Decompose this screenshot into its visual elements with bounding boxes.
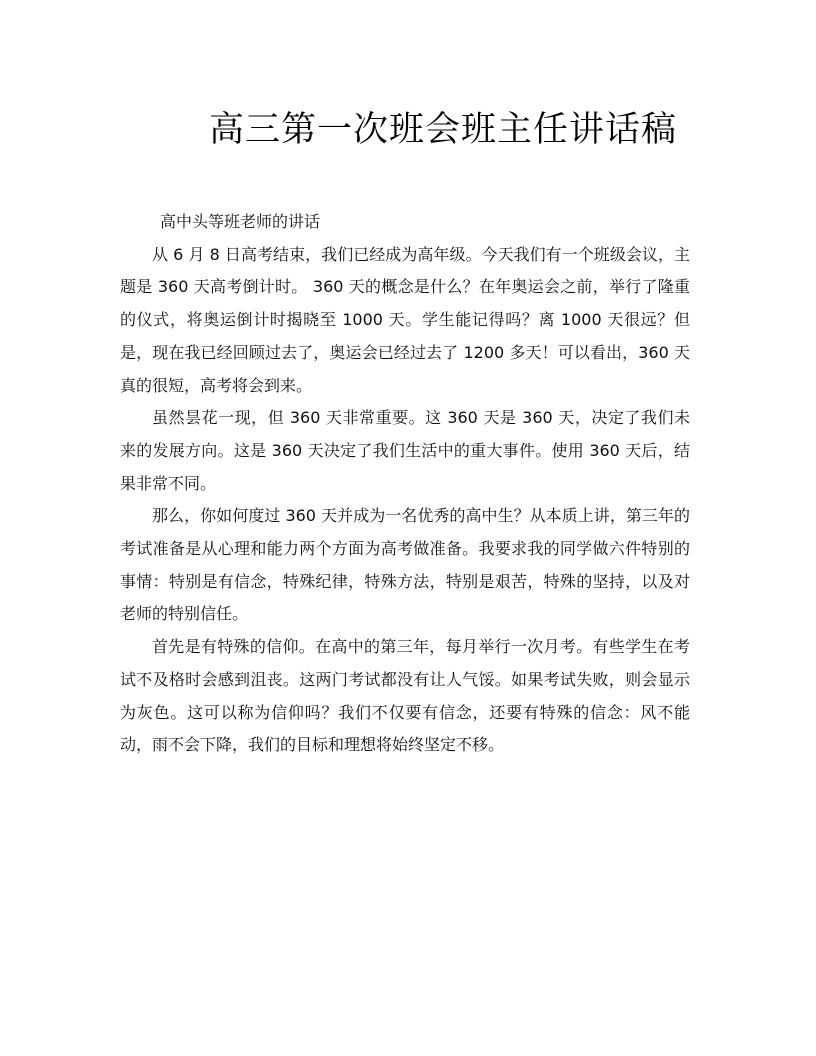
document-body (120, 206, 690, 762)
paragraph-2: 虽然昙花一现，但 360 天非常重要。这 360 天是 360 天，决定了我们未来的发展方向。这是 360 天决定了我们生活中的重大事件。使用 360 天后，结果非常不同。 (120, 408, 690, 493)
paragraph-4: 首先是有特殊的信仰。在高中的第三年，每月举行一次月考。有些学生在考试不及格时会感到沮丧。这两门考试都没有让人气馁。如果考试失败，则会显示为灰色。这可以称为信仰吗？我们不仅要有信念，还要有特殊的信念：风不能动，雨不会下降，我们的目标和理想将始终坚定不移。 (120, 637, 690, 755)
paragraph-3: 那么，你如何度过 360 天并成为一名优秀的高中生？从本质上讲，第三年的考试准备是从心理和能力两个方面为高考做准备。我要求我的同学做六件特别的事情：特别是有信念，特殊纪律，特殊方法，特别是艰苦，特殊的坚持，以及对老师的特别信任。 (120, 506, 690, 624)
paragraph-subtitle: 高中头等班老师的讲话 (160, 212, 321, 231)
document-title: 高三第一次班会班主任讲话稿 (208, 110, 677, 150)
paragraph-1: 从 6 月 8 日高考结束，我们已经成为高年级。今天我们有一个班级会议，主题是 360 天高考倒计时。 360 天的概念是什么？在年奥运会之前，举行了隆重的仪式，将奥运倒计时揭晓至 1000 天。学生能记得吗？离 1000 天很远？但是，现在我已经回顾过去了，奥运会已经过去了 1200 多天！可以看出，360 天真的很短，高考将会到来。 (120, 244, 690, 395)
